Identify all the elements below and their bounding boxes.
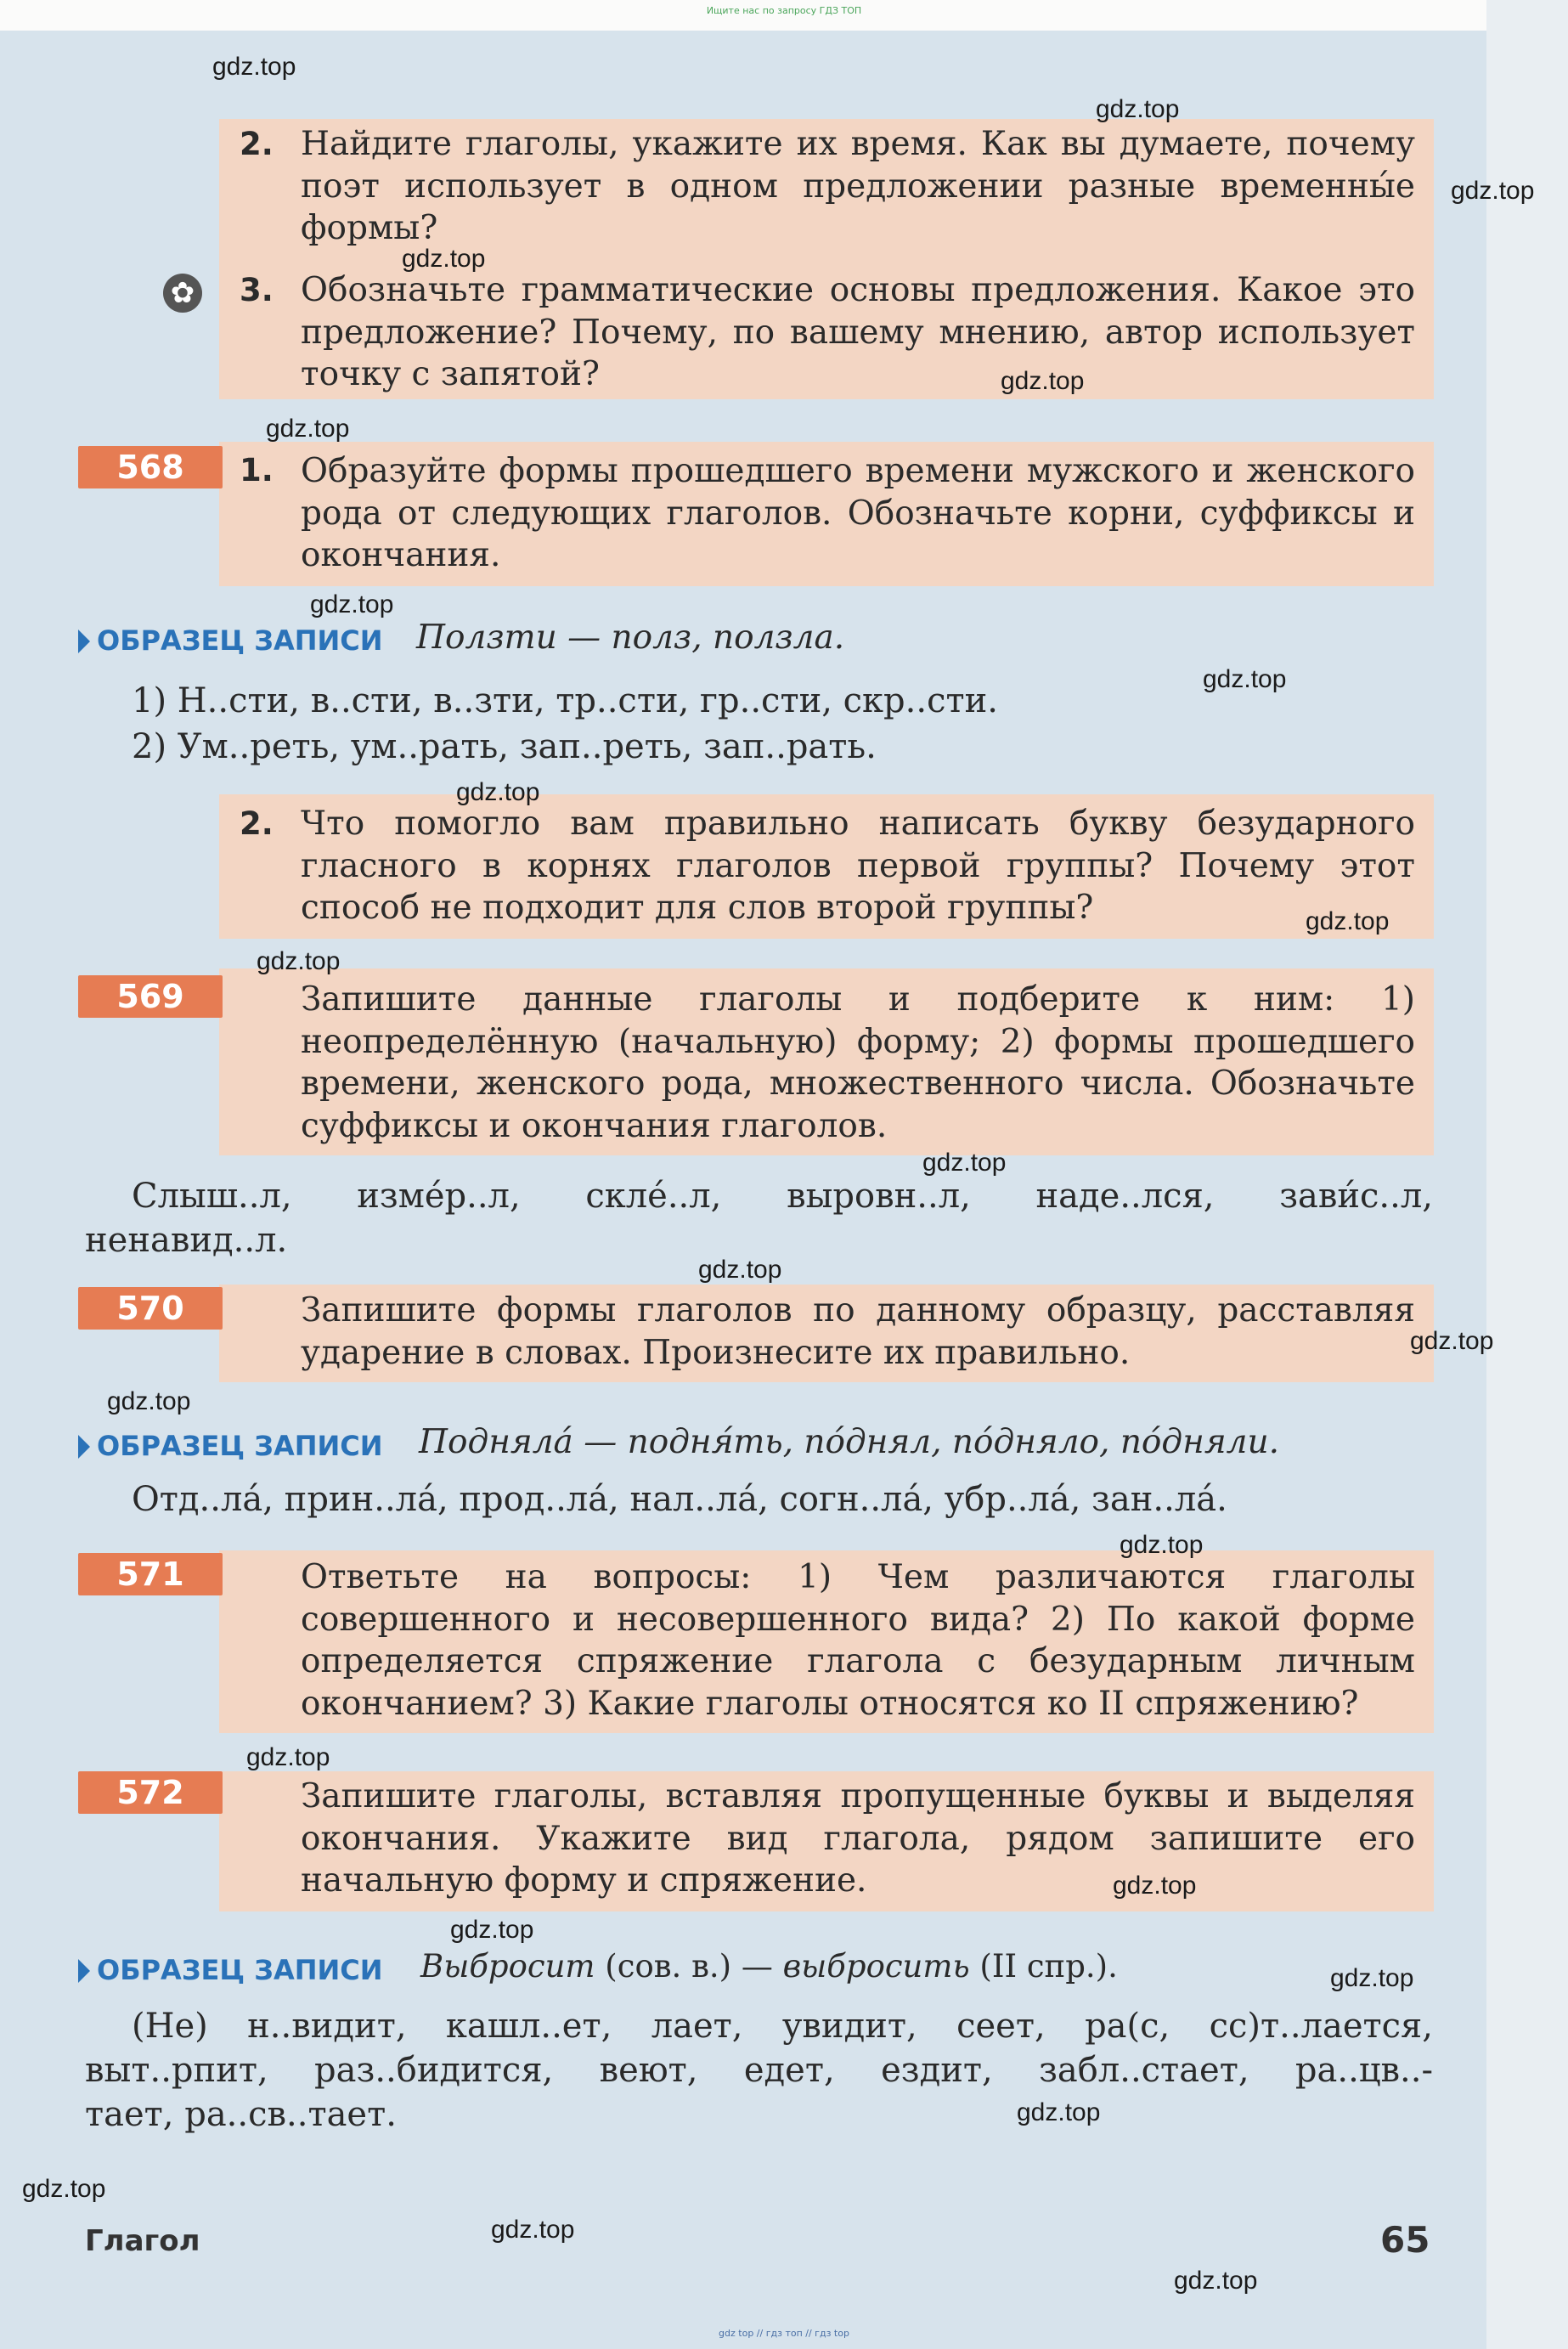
sample-text: Подняла́ — подня́ть, по́днял, по́дняло, по́дняли.	[419, 1423, 1279, 1461]
watermark: gdz.top	[1113, 1872, 1197, 1900]
watermark: gdz.top	[1203, 665, 1287, 693]
watermark: gdz.top	[450, 1916, 534, 1944]
watermark: gdz.top	[1330, 1964, 1414, 1992]
exercise-line: Слыш..л, изме́р..л, скле́..л, выровн..л, наде..лся, зави́с..л,	[132, 1177, 1433, 1216]
sample-conjugation: (II спр.).	[979, 1948, 1118, 1985]
watermark: gdz.top	[212, 53, 296, 81]
task-number: 2.	[240, 805, 274, 842]
watermark: gdz.top	[402, 245, 486, 273]
task-text: Запишите глаголы, вставляя пропущенные буквы и выделяя окончания. Укажите вид глагола, рядом запишите его начальную форму и спряжение.	[301, 1777, 1415, 1900]
page-number: 65	[1380, 2219, 1430, 2261]
watermark: gdz.top	[246, 1743, 330, 1771]
exercise-line: ненавид..л.	[85, 1221, 288, 1260]
task-text: Что помогло вам правильно написать букву безударного гласного в корнях глаголов первой группы? Почему этот способ не подходит для слов второй группы?	[301, 805, 1415, 927]
watermark: gdz.top	[22, 2175, 106, 2203]
flower-icon: ✿	[163, 274, 202, 313]
footer-note: gdz top // гдз топ // гдз top	[719, 2328, 849, 2339]
watermark: gdz.top	[1410, 1327, 1494, 1355]
exercise-line: 2) Ум..реть, ум..рать, зап..реть, зап..рать.	[132, 727, 877, 766]
sample-text: Ползти — полз, ползла.	[416, 618, 845, 657]
exercise-number: 572	[78, 1771, 223, 1814]
task-text: Образуйте формы прошедшего времени мужского и женского рода от следующих глаголов. Обозначьте корни, суффиксы и окончания.	[301, 452, 1415, 574]
sample-label: ОБРАЗЕЦ ЗАПИСИ	[78, 1430, 383, 1462]
header-note: Ищите нас по запросу ГДЗ ТОП	[706, 5, 862, 16]
task-text: Найдите глаголы, укажите их время. Как вы думаете, почему поэт использует в одном предложении разные временны́е формы?	[301, 125, 1415, 247]
watermark: gdz.top	[698, 1256, 782, 1284]
watermark: gdz.top	[257, 947, 341, 975]
watermark: gdz.top	[1001, 367, 1085, 395]
task-number: 3.	[240, 272, 274, 308]
task-text: Запишите формы глаголов по данному образцу, расставляя ударение в словах. Произнесите их правильно.	[301, 1291, 1415, 1372]
watermark: gdz.top	[1017, 2098, 1101, 2126]
watermark: gdz.top	[491, 2216, 575, 2244]
task-number: 1.	[240, 452, 274, 488]
sample-text	[420, 1948, 1118, 1985]
sample-verb: Выбросит	[420, 1948, 595, 1985]
watermark: gdz.top	[1120, 1531, 1204, 1559]
watermark: gdz.top	[107, 1387, 191, 1415]
task-text: Ответьте на вопросы: 1) Чем различаются глаголы совершенного и несовершенного вида? 2) По какой форме определяется спряжение глагола с безударным личным окончанием? 3) Какие глаголы относятся ко II спряжению?	[301, 1558, 1415, 1723]
watermark: gdz.top	[1096, 95, 1180, 123]
sample-infinitive: выбросить	[782, 1948, 970, 1985]
watermark: gdz.top	[922, 1149, 1007, 1177]
watermark: gdz.top	[266, 415, 350, 443]
task-text: Запишите данные глаголы и подберите к ним: 1) неопределённую (начальную) форму; 2) формы прошедшего времени, женского рода, множественного числа. Обозначьте суффиксы и окончания глаголов.	[301, 980, 1415, 1145]
exercise-number: 571	[78, 1553, 223, 1595]
watermark: gdz.top	[456, 778, 540, 806]
watermark: gdz.top	[1306, 907, 1390, 935]
exercise-line: 1) Н..сти, в..сти, в..зти, тр..сти, гр..сти, скр..сти.	[132, 681, 998, 720]
exercise-line: выт..рпит, раз..бидится, веют, едет, ездит, забл..стает, ра..цв..-	[85, 2051, 1433, 2090]
exercise-number: 568	[78, 446, 223, 488]
task-number: 2.	[240, 126, 274, 162]
watermark: gdz.top	[310, 590, 394, 618]
exercise-line: (Не) н..видит, кашл..ет, лает, увидит, сеет, ра(с, сс)т..лается,	[132, 2007, 1433, 2046]
exercise-number: 569	[78, 975, 223, 1018]
exercise-line: тает, ра..св..тает.	[85, 2095, 397, 2134]
exercise-line: Отд..ла́, прин..ла́, прод..ла́, нал..ла́, согн..ла́, убр..ла́, зан..ла́.	[132, 1480, 1227, 1519]
sample-aspect: (сов. в.) —	[605, 1948, 773, 1985]
sample-label: ОБРАЗЕЦ ЗАПИСИ	[78, 624, 383, 657]
exercise-number: 570	[78, 1287, 223, 1330]
section-title: Глагол	[85, 2224, 200, 2258]
watermark: gdz.top	[1451, 177, 1535, 205]
watermark: gdz.top	[1174, 2267, 1258, 2295]
sample-label: ОБРАЗЕЦ ЗАПИСИ	[78, 1954, 383, 1986]
task-text: Обозначьте грамматические основы предложения. Какое это предложение? Почему, по вашему мнению, автор использует точку с запятой?	[301, 271, 1415, 393]
